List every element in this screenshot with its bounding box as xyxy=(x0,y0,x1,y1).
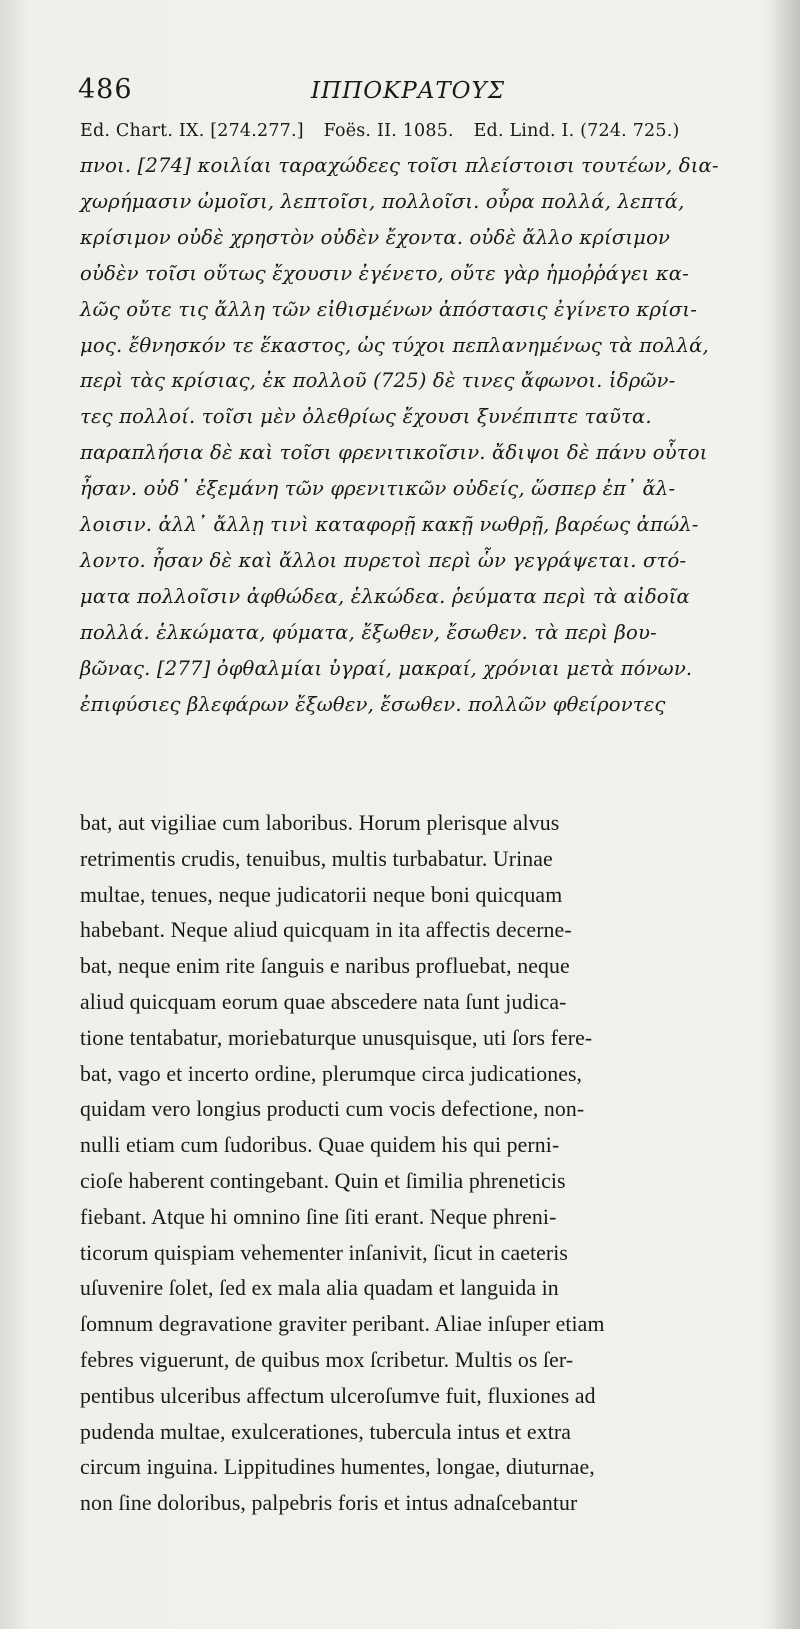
greek-line: πνοι. [274] κοιλίαι ταραχώδεες τοῖσι πλείστοισι τουτέων, δια- xyxy=(80,154,719,177)
latin-line: nulli etiam cum ſudoribus. Quae quidem his qui perni- xyxy=(80,1133,560,1158)
latin-line: tione tentabatur, moriebaturque unusquisque, uti ſors fere- xyxy=(80,1025,593,1050)
greek-line: βῶνας. [277] ὀφθαλμίαι ὑγραί, μακραί, χρόνιαι μετὰ πόνων. xyxy=(80,656,693,680)
greek-line: τες πολλοί. τοῖσι μὲν ὀλεθρίως ἔχουσι ξυνέπιπτε ταῦτα. xyxy=(80,405,652,429)
latin-line: pentibus ulceribus affectum ulceroſumve fuit, fluxiones ad xyxy=(80,1383,596,1408)
latin-line: quidam vero longius producti cum vocis defectione, non- xyxy=(80,1097,585,1122)
latin-line: fiebant. Atque hi omnino ſine ſiti erant. Neque phreni- xyxy=(80,1204,557,1229)
latin-line: pudenda multae, exulcerationes, tubercula intus et extra xyxy=(80,1419,571,1444)
edition-foes-ref: Foës. II. 1085. xyxy=(323,121,454,141)
latin-text-block xyxy=(80,806,800,1522)
latin-line: ſomnum degravatione graviter peribant. Aliae inſuper etiam xyxy=(80,1312,605,1337)
greek-line: πολλά. ἑλκώματα, φύματα, ἔξωθεν, ἔσωθεν. τὰ περὶ βου- xyxy=(80,620,657,644)
greek-line: οὐδὲν τοῖσι οὕτως ἔχουσιν ἐγένετο, οὔτε γὰρ ἡμοῤῥάγει κα- xyxy=(80,261,689,285)
edition-chart-ref: Ed. Chart. IX. [274.277.] xyxy=(80,121,304,141)
latin-line: uſuvenire ſolet, ſed ex mala alia quadam et languida in xyxy=(80,1276,559,1301)
running-title: ΙΠΠΟΚΡΑΤΟΥΣ xyxy=(311,78,505,104)
latin-line: ticorum quispiam vehementer inſanivit, ſicut in caeteris xyxy=(80,1240,569,1265)
greek-line: χωρήμασιν ὠμοῖσι, λεπτοῖσι, πολλοῖσι. οὖρα πολλά, λεπτά, xyxy=(80,189,685,213)
latin-line: febres viguerunt, de quibus mox ſcribetur. Multis os ſer- xyxy=(80,1347,574,1372)
edition-lind-ref: Ed. Lind. I. (724. 725.) xyxy=(473,121,680,141)
latin-line: circum inguina. Lippitudines humentes, longae, diuturnae, xyxy=(80,1455,595,1480)
greek-line: παραπλήσια δὲ καὶ τοῖσι φρενιτικοῖσιν. ἄδιψοι δὲ πάνυ οὗτοι xyxy=(80,441,708,465)
latin-line: cioſe haberent contingebant. Quin et ſimilia phreneticis xyxy=(80,1168,566,1193)
greek-text-block xyxy=(80,148,800,723)
latin-line: habebant. Neque aliud quicquam in ita affectis decerne- xyxy=(80,918,572,943)
page-header xyxy=(78,74,778,114)
latin-line: non ſine doloribus, palpebris foris et intus adnaſcebantur xyxy=(80,1491,578,1516)
edition-references xyxy=(80,121,693,141)
greek-line: περὶ τὰς κρίσιας, ἐκ πολλοῦ (725) δὲ τινες ἄφωνοι. ἱδρῶν- xyxy=(80,369,676,393)
latin-line: multae, tenues, neque judicatorii neque boni quicquam xyxy=(80,882,563,907)
greek-line: λῶς οὔτε τις ἄλλη τῶν εἰθισμένων ἀπόστασις ἐγίνετο κρίσι- xyxy=(80,297,698,321)
greek-line: ἐπιφύσιες βλεφάρων ἔξωθεν, ἔσωθεν. πολλῶν φθείροντες xyxy=(80,692,666,716)
greek-line: ἦσαν. οὐδ᾽ ἐξεμάνη τῶν φρενιτικῶν οὐδείς, ὥσπερ ἐπ᾽ ἄλ- xyxy=(80,477,676,501)
page-edge-shadow xyxy=(770,0,800,1629)
greek-line: ματα πολλοῖσιν ἀφθώδεα, ἑλκώδεα. ῥεύματα περὶ τὰ αἰδοῖα xyxy=(80,584,690,608)
page-number: 486 xyxy=(78,74,133,105)
latin-line: bat, aut vigiliae cum laboribus. Horum plerisque alvus xyxy=(80,811,560,835)
greek-line: λοντο. ἦσαν δὲ καὶ ἄλλοι πυρετοὶ περὶ ὧν γεγράψεται. στό- xyxy=(80,548,687,572)
latin-line: aliud quicquam eorum quae abscedere nata ſunt judica- xyxy=(80,989,567,1014)
latin-line: bat, neque enim rite ſanguis e naribus profluebat, neque xyxy=(80,954,570,979)
greek-line: μος. ἔθνησκόν τε ἕκαστος, ὡς τύχοι πεπλανημένως τὰ πολλά, xyxy=(80,333,709,357)
latin-line: retrimentis crudis, tenuibus, multis turbabatur. Urinae xyxy=(80,846,553,871)
latin-line: bat, vago et incerto ordine, plerumque circa judicationes, xyxy=(80,1061,583,1086)
greek-line: κρίσιμον οὐδὲ χρηστὸν οὐδὲν ἔχοντα. οὐδὲ ἄλλο κρίσιμον xyxy=(80,225,671,249)
greek-line: λοισιν. ἀλλ᾽ ἄλλῃ τινὶ καταφορῇ κακῇ νωθρῇ, βαρέως ἀπώλ- xyxy=(80,513,699,537)
